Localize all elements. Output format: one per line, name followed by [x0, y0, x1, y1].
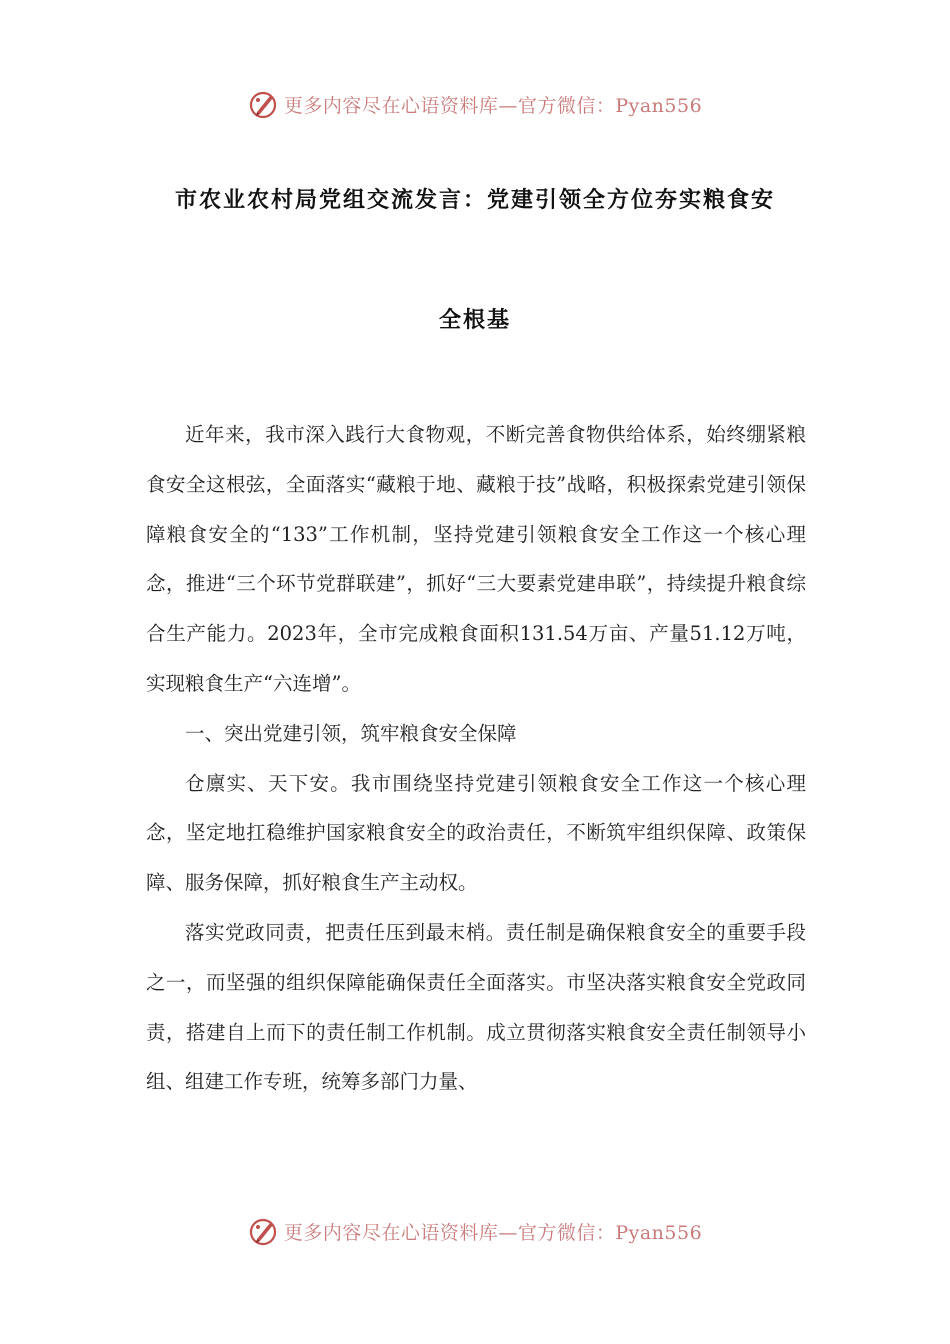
paragraph-section-1-intro: 仓廪实、天下安。我市围绕坚持党建引领粮食安全工作这一个核心理念，坚定地扛稳维护国家粮食安全的政治责任，不断筑牢组织保障、政策保障、服务保障，抓好粮食生产主动权。 — [146, 771, 806, 895]
pen-circle-logo-icon — [248, 1215, 280, 1247]
paragraph-responsibility: 落实党政同责，把责任压到最末梢。责任制是确保粮食安全的重要手段之一，而坚强的组织保障能确保责任全面落实。市坚决落实粮食安全党政同责，搭建自上而下的责任制工作机制。成立贯彻落实粮食安全责任制领导小组、组建工作专班，统筹多部门力量、 — [146, 920, 806, 1094]
footer-banner-text: 更多内容尽在心语资料库—官方微信：Pyan556 — [283, 1221, 703, 1244]
section-heading-1: 一、突出党建引领，筑牢粮食安全保障 — [185, 721, 517, 745]
pen-circle-logo-icon — [248, 88, 280, 120]
paragraph-intro: 近年来，我市深入践行大食物观，不断完善食物供给体系，始终绷紧粮食安全这根弦，全面落实“藏粮于地、藏粮于技”战略，积极探索党建引领保障粮食安全的“133”工作机制，坚持党建引领粮食安全工作这一个核心理念，推进“三个环节党群联建”，抓好“三大要素党建串联”，持续提升粮食综合生产能力。2023年，全市完成粮食面积131.54万亩、产量51.12万吨，实现粮食生产“六连增”。 — [146, 423, 806, 695]
page-title-line-1: 市农业农村局党组交流发言：党建引领全方位夯实粮食安 — [174, 188, 775, 213]
header-banner-text: 更多内容尽在心语资料库—官方微信：Pyan556 — [283, 94, 703, 117]
document-body — [146, 410, 806, 1107]
page-title-line-2: 全根基 — [438, 308, 511, 333]
header-banner — [0, 84, 950, 124]
footer-banner — [0, 1211, 950, 1251]
